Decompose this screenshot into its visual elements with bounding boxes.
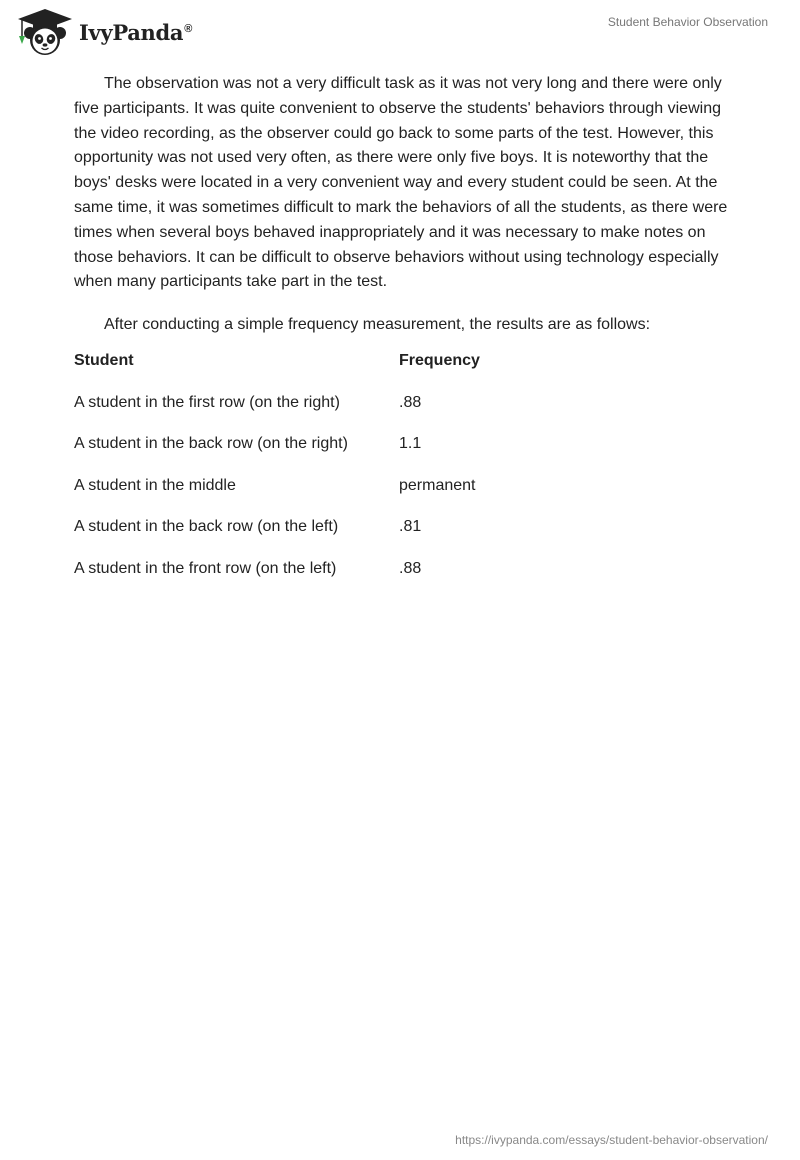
brand-logo[interactable] [16, 8, 192, 56]
student-cell: A student in the middle [74, 476, 236, 494]
table-row [74, 435, 734, 477]
student-cell: A student in the first row (on the right) [74, 393, 340, 411]
frequency-cell: .88 [399, 393, 422, 411]
column-header-frequency: Frequency [399, 351, 480, 369]
panda-graduate-icon [16, 8, 74, 56]
main-content [74, 72, 734, 602]
frequency-table [74, 352, 734, 602]
source-url-link[interactable]: https://ivypanda.com/essays/student-behavior-observation/ [455, 1133, 768, 1147]
student-cell: A student in the back row (on the left) [74, 518, 339, 536]
student-cell: A student in the front row (on the left) [74, 559, 337, 577]
frequency-cell: .88 [399, 559, 422, 577]
student-cell: A student in the back row (on the right) [74, 435, 348, 453]
frequency-cell: permanent [399, 476, 476, 494]
frequency-cell: 1.1 [399, 435, 422, 453]
table-header-row [74, 352, 734, 394]
frequency-cell: .81 [399, 518, 422, 536]
table-row [74, 560, 734, 602]
registered-mark: ® [184, 22, 193, 35]
page-header [0, 0, 800, 64]
body-paragraph: The observation was not a very difficult task as it was not very long and there were only five participants. It was quite convenient to observe the students' behaviors through viewing the video recording, as the observer could go back to some parts of the test. However, this opportunity was not used very often, as there were only five boys. It is noteworthy that the boys' desks were located in a very convenient way and every student could be seen. At the same time, it was sometimes difficult to mark the behaviors of all the students, as there were times when several boys behaved inappropriately and it was necessary to make notes on those behaviors. It can be difficult to observe behaviors without using technology especially when many participants take part in the test. [74, 75, 728, 291]
body-paragraph: After conducting a simple frequency measurement, the results are as follows: [104, 316, 651, 334]
table-row [74, 518, 734, 560]
table-row [74, 477, 734, 519]
brand-name: IvyPanda® [79, 19, 193, 45]
column-header-student: Student [74, 351, 134, 369]
document-title: Student Behavior Observation [607, 15, 768, 29]
table-row [74, 394, 734, 436]
